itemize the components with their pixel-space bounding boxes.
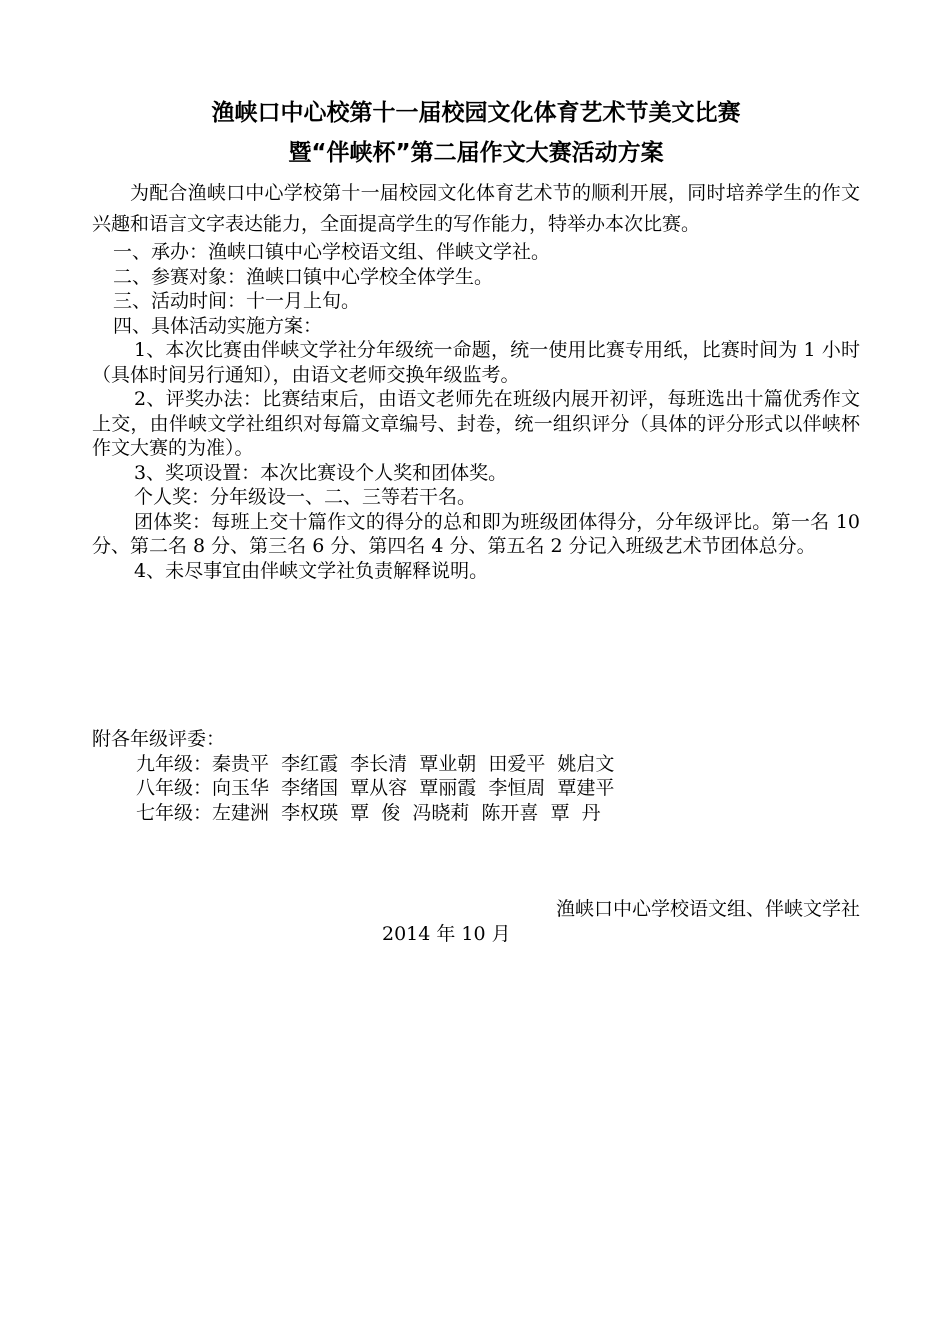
- judges-grade-8: 八年级：向玉华 李绪国 覃从容 覃丽霞 李恒周 覃建平: [136, 777, 615, 799]
- document-date: 2014 年 10 月: [382, 922, 511, 945]
- plan-item-2: 2、评奖办法：比赛结束后，由语文老师先在班级内展开初评，每班选出十篇优秀作文上交，由伴峡文学社组织对每篇文章编号、封卷，统一组织评分（具体的评分形式以伴峡杯作文大赛的为准）。: [92, 388, 860, 459]
- plan-item-1: 1、本次比赛由伴峡文学社分年级统一命题，统一使用比赛专用纸，比赛时间为 1 小时（具体时间另行通知），由语文老师交换年级监考。: [92, 339, 860, 386]
- section-time: 三、活动时间：十一月上旬。: [113, 290, 361, 312]
- document-title-line-2: 暨“伴峡杯”第二届作文大赛活动方案: [288, 140, 664, 166]
- signature: 渔峡口中心学校语文组、伴峡文学社: [555, 898, 860, 920]
- blank-space-2: [92, 825, 860, 897]
- document-title-line-1: 渔峡口中心校第十一届校园文化体育艺术节美文比赛: [211, 100, 741, 126]
- blank-space: [92, 583, 860, 727]
- section-participants: 二、参赛对象：渔峡口镇中心学校全体学生。: [113, 265, 494, 288]
- team-award: 团体奖：每班上交十篇作文的得分的总和即为班级团体得分，分年级评比。第一名 10 分、第二名 8 分、第三名 6 分、第四名 4 分、第五名 2 分记入班级艺术节团体总分。: [92, 510, 860, 557]
- document-body: [92, 94, 860, 946]
- individual-award: 个人奖：分年级设一、二、三等若干名。: [134, 486, 477, 508]
- section-organizer: 一、承办：渔峡口镇中心学校语文组、伴峡文学社。: [113, 241, 551, 263]
- plan-item-4: 4、未尽事宜由伴峡文学社负责解释说明。: [134, 559, 489, 582]
- intro-paragraph: 为配合渔峡口中心学校第十一届校园文化体育艺术节的顺利开展，同时培养学生的作文兴趣和语言文字表达能力，全面提高学生的写作能力，特举办本次比赛。: [92, 182, 860, 235]
- judges-heading: 附各年级评委：: [92, 728, 226, 750]
- judges-grade-9: 九年级：秦贵平 李红霞 李长清 覃业朝 田爱平 姚启文: [136, 752, 615, 775]
- section-plan-heading: 四、具体活动实施方案：: [113, 314, 323, 337]
- judges-grade-7: 七年级：左建洲 李权瑛 覃 俊 冯晓莉 陈开喜 覃 丹: [136, 801, 601, 824]
- plan-item-3: 3、奖项设置：本次比赛设个人奖和团体奖。: [134, 461, 508, 484]
